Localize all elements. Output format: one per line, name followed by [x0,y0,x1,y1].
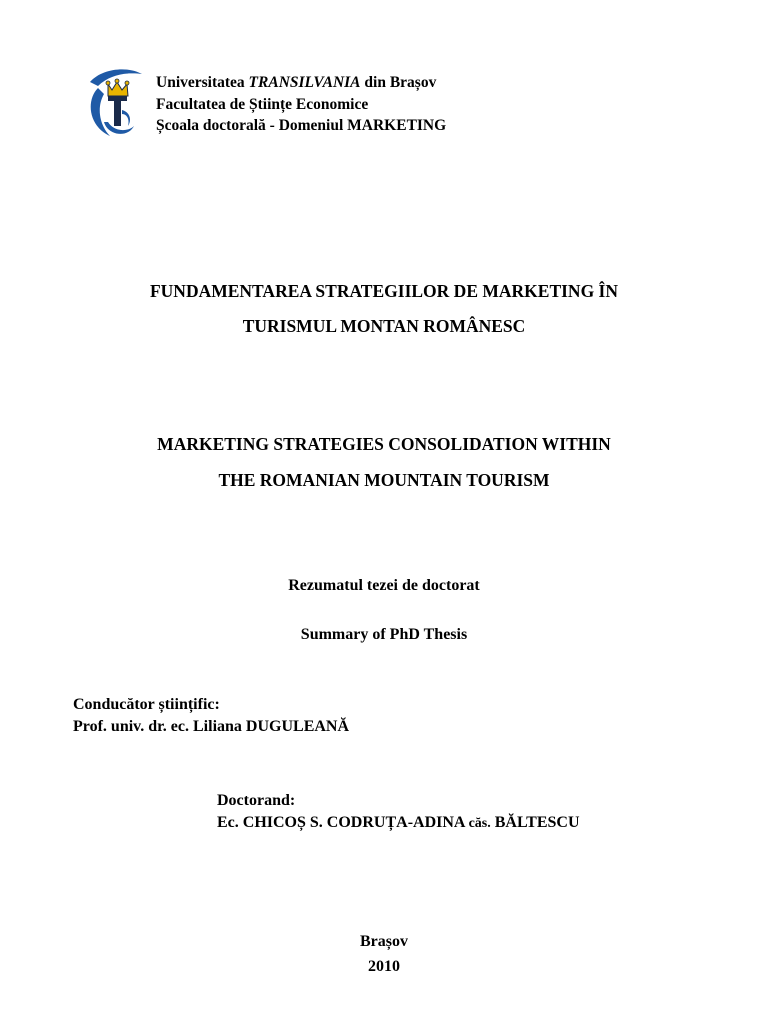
title-ro-line2: TURISMUL MONTAN ROMÂNESC [242,316,526,336]
candidate-block [217,790,580,835]
candidate-name-main: Ec. CHICOȘ S. CODRUȚA-ADINA [217,814,469,831]
candidate-name-cas: căs. [468,816,491,831]
candidate-name-married: BĂLTESCU [490,814,580,831]
university-name [156,72,446,94]
faculty-name: Facultatea de Științe Economice [156,95,369,113]
candidate-name [217,812,580,835]
title-ro-line1: FUNDAMENTAREA STRATEGIILOR DE MARKETING ÎN [149,281,618,301]
title-en-line1: MARKETING STRATEGIES CONSOLIDATION WITHIN [157,434,611,454]
university-name-suffix: din Brașov [360,74,437,91]
candidate-label: Doctorand: [217,792,296,809]
university-crest-icon [84,66,146,142]
summary-ro: Rezumatul tezei de doctorat [288,577,480,594]
university-name-italic: TRANSILVANIA [248,74,361,91]
supervisor-label: Conducător științific: [73,696,220,713]
university-logo [84,66,146,142]
supervisor-block [73,694,349,738]
footer-year: 2010 [368,958,400,975]
footer-city: Brașov [360,933,408,950]
summary-en: Summary of PhD Thesis [300,626,468,643]
doctoral-school: Școala doctorală - Domeniul MARKETING [156,117,447,134]
university-name-prefix: Universitatea [156,74,249,91]
university-header [156,72,446,137]
title-en-line2: THE ROMANIAN MOUNTAIN TOURISM [218,470,550,490]
supervisor-name: Prof. univ. dr. ec. Liliana DUGULEANĂ [73,718,350,735]
